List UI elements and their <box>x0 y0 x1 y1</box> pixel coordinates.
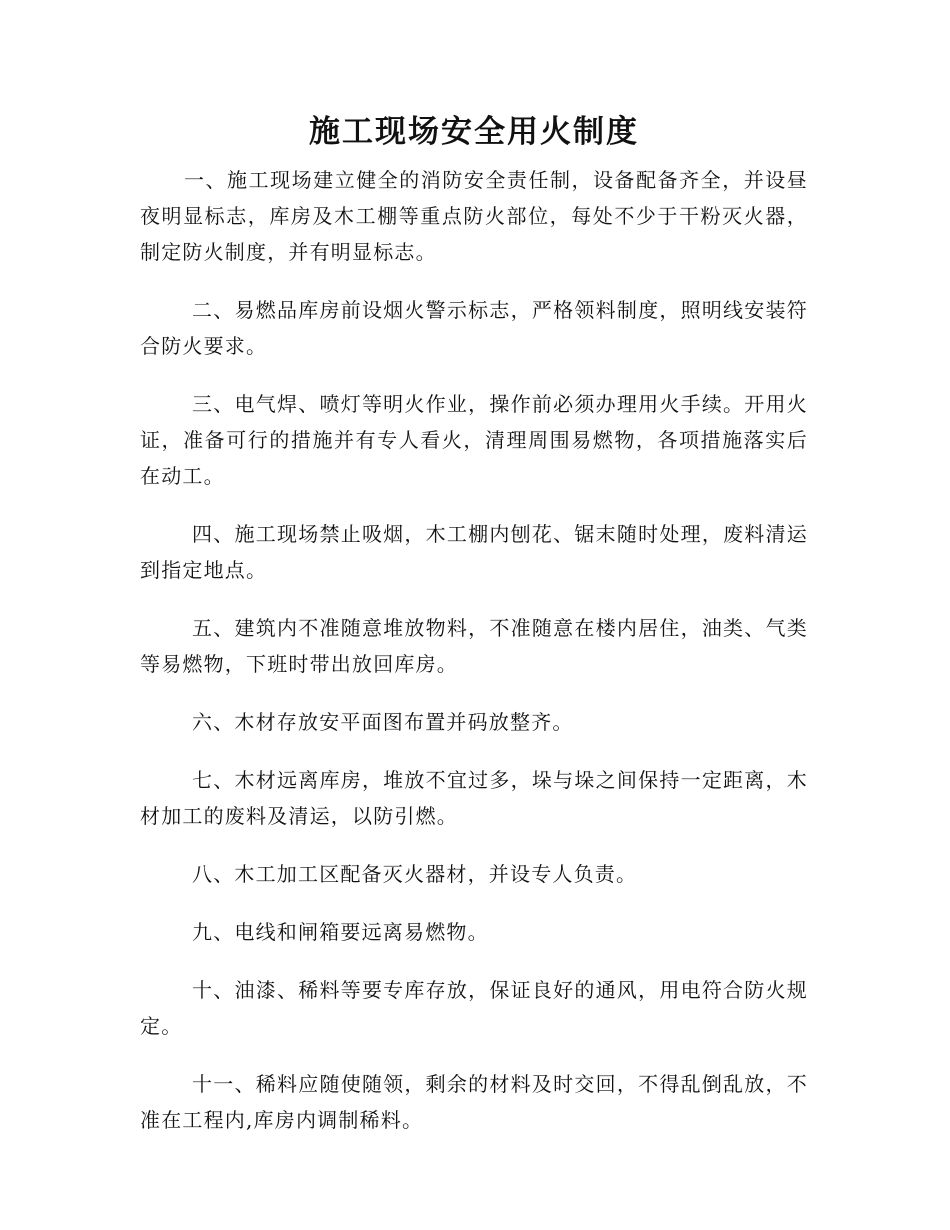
document-page <box>140 108 808 1160</box>
paragraph-4: 四、施工现场禁止吸烟，木工棚内刨花、锯末随时处理，废料清运到指定地点。 <box>140 522 808 582</box>
paragraph-8: 八、木工加工区配备灭火器材，并设专人负责。 <box>192 862 638 886</box>
paragraph-5: 五、建筑内不准随意堆放物料，不准随意在楼内居住，油类、气类等易燃物，下班时带出放回库房。 <box>140 616 808 676</box>
paragraph-3: 三、电气焊、喷灯等明火作业，操作前必须办理用火手续。开用火证，准备可行的措施并有专人看火，清理周围易燃物，各项措施落实后在动工。 <box>140 392 808 488</box>
paragraph-2: 二、易燃品库房前设烟火警示标志，严格领料制度，照明线安装符合防火要求。 <box>140 298 808 358</box>
document-title: 施工现场安全用火制度 <box>309 114 639 150</box>
paragraph-11: 十一、稀料应随使随领，剩余的材料及时交回，不得乱倒乱放，不准在工程内,库房内调制稀料。 <box>140 1072 808 1132</box>
paragraph-6: 六、木材存放安平面图布置并码放整齐。 <box>192 710 574 734</box>
paragraph-7: 七、木材远离库房，堆放不宜过多，垛与垛之间保持一定距离，木材加工的废料及清运，以防引燃。 <box>140 768 808 828</box>
paragraph-1: 一、施工现场建立健全的消防安全责任制，设备配备齐全，并设昼夜明显标志，库房及木工棚等重点防火部位，每处不少于干粉灭火器，制定防火制度，并有明显标志。 <box>140 168 808 264</box>
paragraph-9: 九、电线和闸箱要远离易燃物。 <box>192 920 489 944</box>
paragraph-10: 十、油漆、稀料等要专库存放，保证良好的通风，用电符合防火规定。 <box>140 978 808 1038</box>
